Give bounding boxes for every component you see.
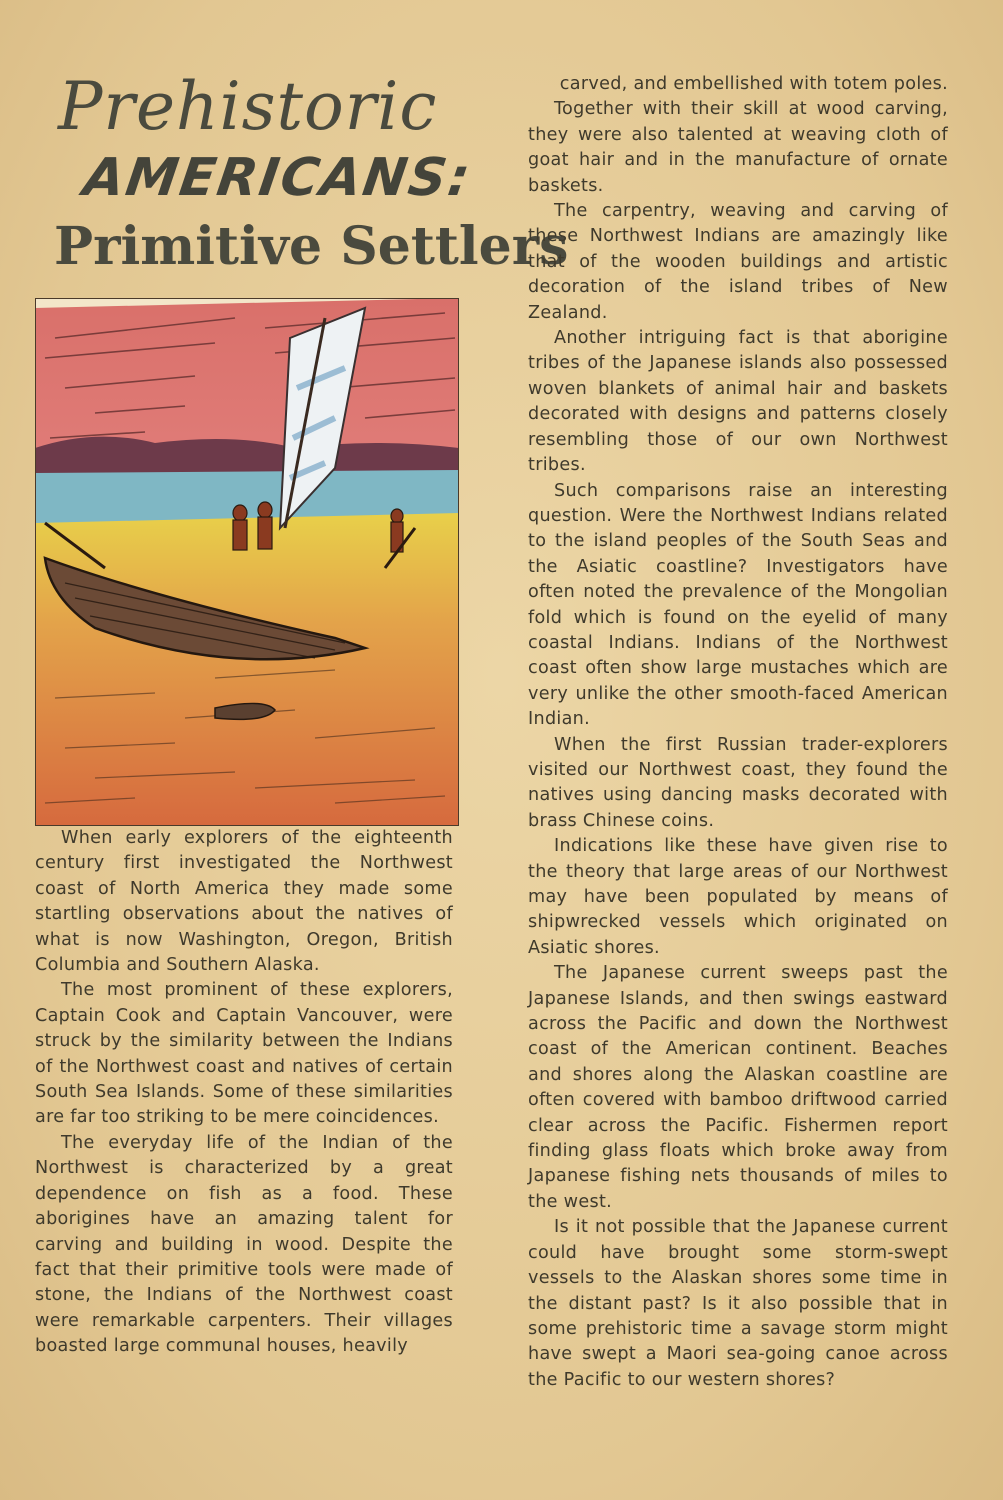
right-paragraph-3: The carpentry, weaving and carving of these Northwest Indians are amazingly like that of the wooden buildings and artistic decoration of the island tribes of New Zealand. bbox=[528, 201, 948, 323]
title-line-americans: AMERICANS: bbox=[79, 148, 476, 208]
right-paragraph-7: Indications like these have given rise to the theory that large areas of our Northwest may have been populated by means of shipwrecked vessels which originated on Asiatic shores. bbox=[528, 836, 948, 958]
right-column-text bbox=[528, 72, 948, 1393]
right-paragraph-6: When the first Russian trader-explorers visited our Northwest coast, they found the natives using dancing masks decorated with brass Chinese coins. bbox=[528, 734, 948, 831]
right-paragraph-1: carved, and embellished with totem poles. bbox=[559, 74, 948, 94]
right-paragraph-4: Another intriguing fact is that aborigine tribes of the Japanese islands also possessed woven blankets of animal hair and baskets decorated with designs and patterns closely resembling those of our own Northwest tribes. bbox=[528, 328, 948, 476]
left-paragraph-2: The most prominent of these explorers, Captain Cook and Captain Vancouver, were struck by the similarity between the Indians of the Northwest coast and natives of certain South Sea Islands. Some of these similarities are far too striking to be mere coincidences. bbox=[35, 980, 453, 1128]
canoe-beach-illustration bbox=[35, 298, 459, 826]
right-paragraph-9: Is it not possible that the Japanese current could have brought some storm-swept vessels to the Alaskan shores some time in the distant past? Is it also possible that in some prehistoric time a savage storm might have swept a Maori sea-going canoe across the Pacific to our western shores? bbox=[528, 1217, 948, 1390]
title-line-prehistoric: Prehistoric bbox=[58, 68, 438, 145]
article-title bbox=[44, 68, 569, 293]
left-column-text bbox=[35, 826, 453, 1360]
left-paragraph-1: When early explorers of the eighteenth century first investigated the Northwest coast of North America they made some startling observations about the natives of what is now Washington, Oregon, British Columbia and Southern Alaska. bbox=[35, 828, 453, 976]
left-paragraph-3: The everyday life of the Indian of the Northwest is characterized by a great dependence on fish as a food. These aborigines have an amazing talent for carving and building in wood. Despite the fact that their primitive tools were made of stone, the Indians of the Northwest coast were remarkable carpenters. Their villages boasted large communal houses, heavily bbox=[35, 1132, 453, 1357]
title-line-primitive-settlers: Primitive Settlers bbox=[54, 216, 569, 277]
right-paragraph-5: Such comparisons raise an interesting question. Were the Northwest Indians related to the island peoples of the South Seas and the Asiatic coastline? Investigators have often noted the prevalence of the Mongolian fold which is found on the eyelid of many coastal Indians. Indians of the Northwest coast often show large mustaches which are very unlike the other smooth-faced American Indian. bbox=[528, 480, 948, 730]
right-paragraph-2: Together with their skill at wood carving, they were also talented at weaving cloth of goat hair and in the manufacture of ornate baskets. bbox=[528, 99, 948, 196]
right-paragraph-8: The Japanese current sweeps past the Japanese Islands, and then swings eastward across the Pacific and down the Northwest coast of the American continent. Beaches and shores along the Alaskan coastline are often covered with bamboo driftwood carried clear across the Pacific. Fishermen report finding glass floats which broke away from Japanese fishing nets thousands of miles to the west. bbox=[528, 963, 948, 1212]
